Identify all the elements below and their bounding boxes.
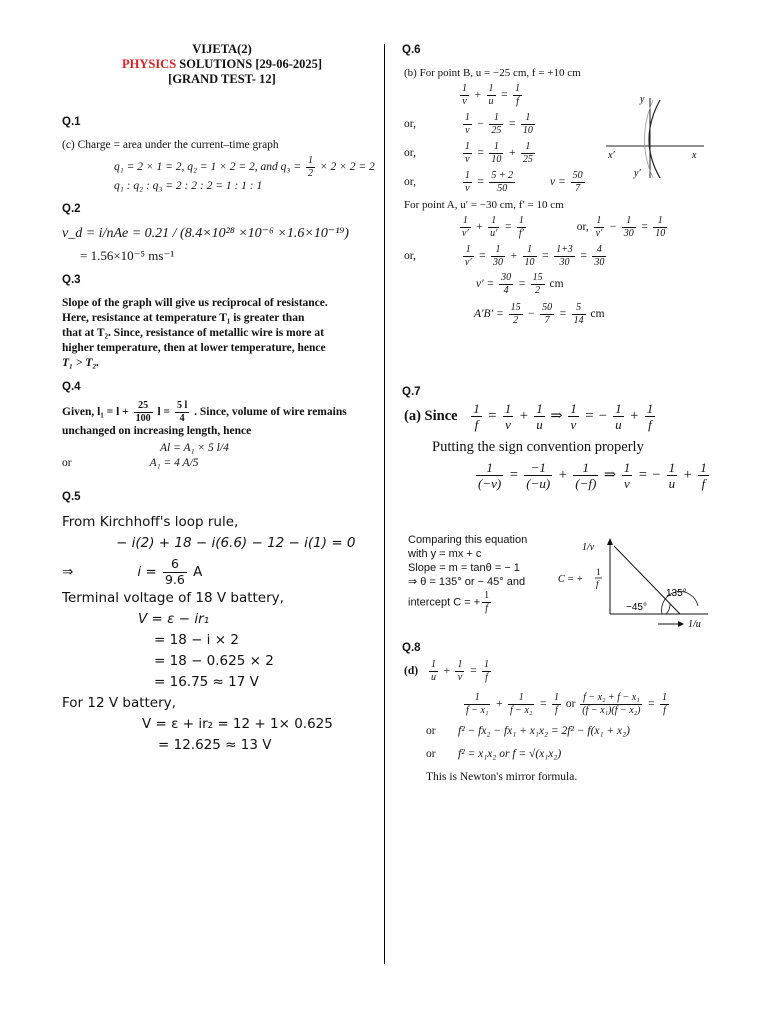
q6-equation: or, $\frac{1}{v}$ = $\frac{1}{10}$ + $\frac{1}{25}$ [404, 141, 533, 165]
q8-solution [404, 660, 671, 785]
q5-line: = 16.75 ≈ 17 V [154, 674, 259, 690]
q3-line: T₁ > T₂. [62, 357, 100, 369]
q4-label: Q.4 [62, 381, 81, 393]
q6-equation: or, $\frac{1}{v}$ − $\frac{1}{25}$ = $\frac{1}{10}$ [404, 112, 533, 136]
q7-line: intercept C = + $\frac{1}{f}$ [408, 590, 490, 614]
q3-solution [62, 296, 328, 371]
q5-line: From Kirchhoff's loop rule, [62, 514, 239, 530]
q2-solution [62, 224, 349, 265]
q2-label: Q.2 [62, 203, 81, 215]
q2-line: = 1.56×10⁻⁵ ms⁻¹ [80, 248, 175, 263]
q1-line: q₁ = 2 × 1 = 2, q₂ = 1 × 2 = 2, and q₃ = $\frac{1}{2}$ × 2 × 2 = 2 [114, 155, 375, 179]
q8-equation: $\frac{1}{\text{f − x₁}}$ + $\frac{1}{\text{f − x₂}}$ = $\frac{1}{f}$ or $\frac{\text{f − x₂ + f − x₁}}{\text{(f − x₁)(f − x₂)}}$ = $\frac{1}{f}$ [466, 692, 667, 716]
q4-line: unchanged on increasing length, hence [62, 425, 252, 437]
q7-solution [404, 402, 711, 490]
q7-line: with y = mx + c [408, 548, 482, 560]
q5-line: ⇒ i = $\frac{6}{9.6}$ A [62, 556, 203, 587]
q3-label: Q.3 [62, 274, 81, 286]
q7-equation: $\frac{1}{(-v)}$ = $\frac{-1}{(-u)}$ + $\frac{1}{(-f)}$ ⇒ $\frac{1}{v}$ = − $\frac{1}{u}$ + $\frac{1}{f}$ [478, 460, 707, 491]
q8-line: or f² − fx₂ − fx₁ + x₁x₂ = 2f² − f(x₁ + x₂) [426, 725, 630, 737]
angle-45-label: −45° [626, 602, 647, 613]
q7-line: ⇒ θ = 135° or − 45° and [408, 576, 526, 588]
q4-line: Given, l₁ = l + $\frac{25}{100}$ l = $\frac{5 l}{4}$ . Since, volume of wire remains [62, 400, 347, 424]
svg-text:f: f [596, 579, 599, 589]
q8-line: or f² = x₁x₂ or f = √(x₁x₂) [426, 748, 562, 760]
q5-line: = 18 − 0.625 × 2 [154, 653, 274, 669]
intercept-label: C = + [558, 574, 584, 585]
q5-line: V = ε + ir₂ = 12 + 1× 0.625 [142, 716, 333, 732]
q5-line: Terminal voltage of 18 V battery, [62, 590, 284, 606]
hyperbola-branch [649, 100, 660, 178]
q3-line: Slope of the graph will give us reciprocal of resistance. [62, 297, 328, 309]
q3-line: higher temperature, then at lower temperature, hence [62, 342, 326, 354]
q1-line: (c) Charge = area under the current–time graph [62, 139, 279, 151]
label-yprime: y′ [634, 168, 641, 179]
q6-line: (b) For point B, u = −25 cm, f = +10 cm [404, 67, 581, 79]
q4-solution [62, 401, 347, 471]
q8-line: This is Newton's mirror formula. [426, 771, 578, 783]
q6-label: Q.6 [402, 44, 421, 56]
q6-equation: $\frac{1}{v'}$ + $\frac{1}{u'}$ = $\frac{1}{f'}$ or, $\frac{1}{v'}$ − $\frac{1}{30}$ = $\frac{1}{10}$ [462, 215, 666, 239]
q4-line: Al = A₁ × 5 l/4 [160, 442, 229, 454]
q8-label: Q.8 [402, 642, 421, 654]
angle-arc-45 [666, 604, 670, 614]
q7-comparison [408, 533, 527, 614]
q6-equation: $\frac{1}{v}$ + $\frac{1}{u}$ = $\frac{1}{f}$ [462, 83, 521, 107]
q5-line: − i(2) + 18 − i(6.6) − 12 − i(1) = 0 [116, 535, 356, 551]
label-x: x [692, 150, 697, 161]
q4-line: or A₁ = 4 A/5 [62, 457, 199, 469]
q6-equation: v′ = $\frac{30}{4}$ = $\frac{15}{2}$ cm [476, 272, 564, 296]
q6-line: For point A, u′ = −30 cm, f′ = 10 cm [404, 199, 564, 211]
q6-equation: or, $\frac{1}{v'}$ = $\frac{1}{30}$ + $\frac{1}{10}$ = $\frac{1+3}{30}$ = $\frac{4}{30}$ [404, 244, 605, 268]
q1-label: Q.1 [62, 116, 81, 128]
q1-line: q₁ : q₂ : q₃ = 2 : 2 : 2 = 1 : 1 : 1 [114, 180, 263, 192]
fraction: $\frac{5 l}{4}$ [176, 400, 188, 424]
q5-line: V = ε − ir₁ [138, 611, 210, 627]
fraction: $\frac{6}{9.6}$ [164, 556, 185, 587]
header-title: VIJETA(2) [192, 42, 252, 56]
q7-line: Slope = m = tanθ = − 1 [408, 562, 520, 574]
q8-equation: (d) $\frac{1}{u}$ + $\frac{1}{v}$ = $\frac{1}{f}$ [404, 659, 489, 683]
q6-lens-diagram [600, 90, 710, 180]
column-divider [384, 44, 385, 964]
q3-line: Here, resistance at temperature T₁ is greater than [62, 312, 305, 324]
header-subtitle: PHYSICS SOLUTIONS [29-06-2025] [121, 57, 323, 71]
fraction: $\frac{1}{2}$ [307, 155, 313, 179]
q7-line: Putting the sign convention properly [432, 439, 644, 455]
q5-line: For 12 V battery, [62, 695, 176, 711]
q5-line: = 12.625 ≈ 13 V [158, 737, 272, 753]
q6-equation: or, $\frac{1}{v}$ = $\frac{5 + 2}{50}$ v = $\frac{50}{7}$ [404, 170, 583, 194]
angle-135-label: 135° [666, 588, 687, 599]
q7-graph [558, 536, 728, 630]
header-subject: PHYSICS [121, 57, 177, 71]
q1-solution [62, 138, 375, 194]
q5-line: = 18 − i × 2 [154, 632, 239, 648]
graph-line [614, 546, 680, 614]
x-axis-label: 1/u [688, 619, 701, 630]
page-header [62, 42, 382, 87]
q6-equation: A′B′ = $\frac{15}{2}$ − $\frac{50}{7}$ = $\frac{5}{14}$ cm [474, 302, 605, 326]
header-test-name: [GRAND TEST- 12] [168, 72, 276, 86]
q3-line: that at T₂. Since, resistance of metallic wire is more at [62, 327, 324, 339]
q7-equation: (a) Since $\frac{1}{f}$ = $\frac{1}{v}$ + $\frac{1}{u}$ ⇒ $\frac{1}{v}$ = − $\frac{1}{u}$ + $\frac{1}{f}$ [404, 401, 654, 432]
label-y: y [640, 94, 645, 105]
q5-solution [62, 512, 356, 756]
q5-label: Q.5 [62, 491, 81, 503]
svg-text:1: 1 [596, 567, 601, 577]
q7-line: Comparing this equation [408, 534, 528, 546]
fraction: $\frac{25}{100}$ [135, 400, 151, 424]
label-xprime: x′ [608, 150, 615, 161]
y-axis-label: 1/v [582, 542, 595, 553]
q2-line: v_d = i/nAe = 0.21 / (8.4×10²⁸ ×10⁻⁶ ×1.6×10⁻¹⁹) [62, 226, 349, 241]
q7-label: Q.7 [402, 386, 421, 398]
